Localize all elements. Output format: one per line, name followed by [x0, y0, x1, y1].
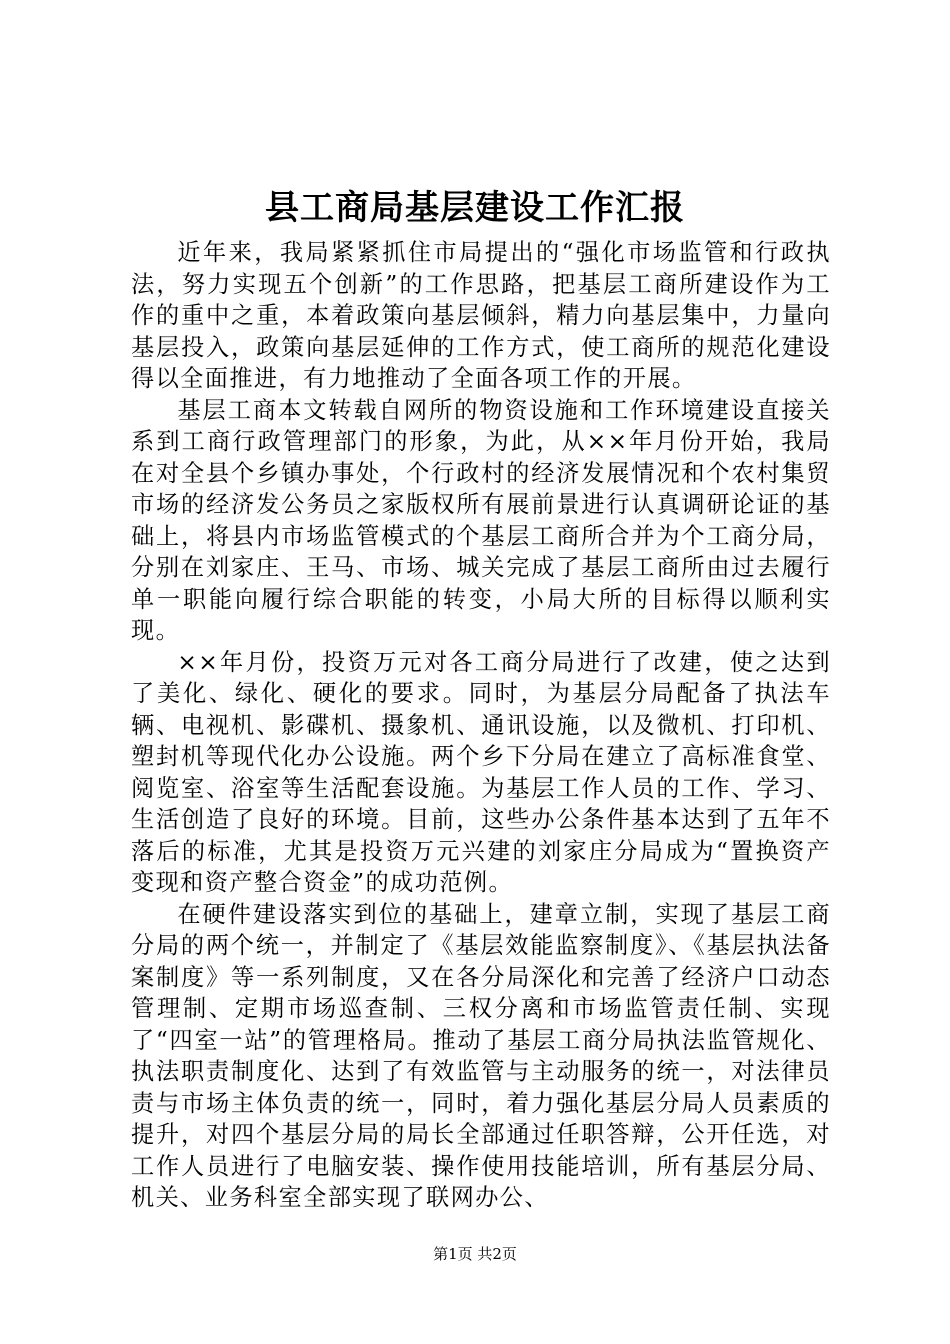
paragraph: 在硬件建设落实到位的基础上，建章立制，实现了基层工商分局的两个统一，并制定了《基层效能监察制度》、《基层执法备案制度》等一系列制度，又在各分局深化和完善了经济户口动态管理制、定期市场巡查制、三权分离和市场监管责任制、实现了“四室一站”的管理格局。推动了基层工商分局执法监管规化、执法职责制度化、达到了有效监管与主动服务的统一，对法律员责与市场主体负责的统一，同时，着力强化基层分局人员素质的提升，对四个基层分局的局长全部通过任职答辩，公开任选，对工作人员进行了电脑安装、操作使用技能培训，所有基层分局、机关、业务科室全部实现了联网办公、: [131, 900, 831, 1211]
paragraph: ××年月份，投资万元对各工商分局进行了改建，使之达到了美化、绿化、硬化的要求。同时，为基层分局配备了执法车辆、电视机、影碟机、摄象机、通讯设施，以及微机、打印机、塑封机等现代化办公设施。两个乡下分局在建立了高标准食堂、阅览室、浴室等生活配套设施。为基层工作人员的工作、学习、生活创造了良好的环境。目前，这些办公条件基本达到了五年不落后的标准，尤其是投资万元兴建的刘家庄分局成为“置换资产变现和资产整合资金”的成功范例。: [131, 648, 831, 896]
page-footer: 第1页 共2页: [433, 1245, 517, 1263]
paragraph: 近年来，我局紧紧抓住市局提出的“强化市场监管和行政执法，努力实现五个创新”的工作思路，把基层工商所建设作为工作的重中之重，本着政策向基层倾斜，精力向基层集中，力量向基层投入，政策向基层延伸的工作方式，使工商所的规范化建设得以全面推进，有力地推动了全面各项工作的开展。: [131, 239, 831, 392]
document-body: [131, 237, 831, 1214]
document-title: 县工商局基层建设工作汇报: [265, 188, 685, 228]
paragraph: 基层工商本文转载自网所的物资设施和工作环境建设直接关系到工商行政管理部门的形象，为此，从××年月份开始，我局在对全县个乡镇办事处，个行政村的经济发展情况和个农村集贸市场的经济发公务员之家版权所有展前景进行认真调研论证的基础上，将县内市场监管模式的个基层工商所合并为个工商分局，分别在刘家庄、王马、市场、城关完成了基层工商所由过去履行单一职能向履行综合职能的转变，小局大所的目标得以顺利实现。: [131, 396, 831, 644]
